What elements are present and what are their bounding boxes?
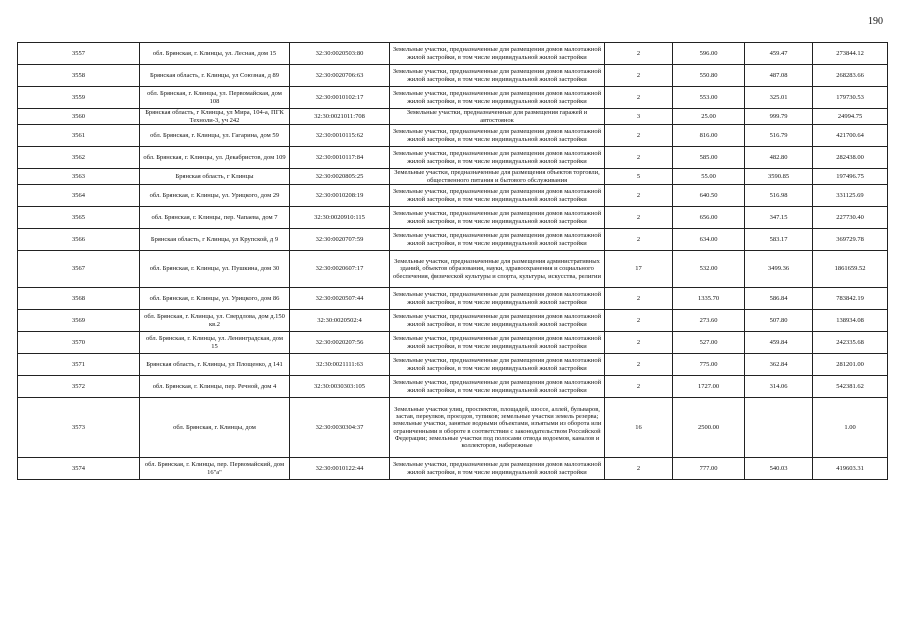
cadastral-value-cell: 179730.53 — [813, 87, 888, 109]
land-use-cell: Земельные участки, предназначенные для размещения домов малоэтажной жилой застройки, в том числе индивидуальной жилой застройки — [390, 207, 605, 229]
group-cell: 2 — [605, 376, 673, 398]
cadastral-value-cell: 1861659.52 — [813, 251, 888, 288]
address-cell: обл. Брянская, г. Клинцы, ул. Первомайская, дом 108 — [140, 87, 290, 109]
area-cell: 1727.00 — [673, 376, 745, 398]
land-use-cell: Земельные участки, предназначенные для размещения домов малоэтажной жилой застройки, в том числе индивидуальной жилой застройки — [390, 87, 605, 109]
cadastral-value-cell: 138934.08 — [813, 310, 888, 332]
specific-value-cell: 999.79 — [745, 109, 813, 125]
row-number: 3564 — [18, 185, 140, 207]
group-cell: 2 — [605, 65, 673, 87]
cadastral-value-cell: 369729.78 — [813, 229, 888, 251]
specific-value-cell: 459.47 — [745, 43, 813, 65]
specific-value-cell: 325.01 — [745, 87, 813, 109]
row-number: 3573 — [18, 398, 140, 458]
address-cell: обл. Брянская, г. Клинцы, пер. Речной, дом 4 — [140, 376, 290, 398]
row-number: 3568 — [18, 288, 140, 310]
group-cell: 2 — [605, 310, 673, 332]
land-use-cell: Земельные участки, предназначенные для размещения домов малоэтажной жилой застройки, в том числе индивидуальной жилой застройки — [390, 354, 605, 376]
specific-value-cell: 3590.85 — [745, 169, 813, 185]
cadastral-number-cell: 32:30:0010208:19 — [290, 185, 390, 207]
specific-value-cell: 314.06 — [745, 376, 813, 398]
address-cell: обл. Брянская, г. Клинцы, пер. Чапаева, дом 7 — [140, 207, 290, 229]
cadastral-number-cell: 32:30:0020207:56 — [290, 332, 390, 354]
land-use-cell: Земельные участки улиц, проспектов, площадей, шоссе, аллей, бульваров, застав, переулков, проездов, тупиков; земельные участки земель резерва; земельные участки, занятые водными объектами, изъятыми из оборота или ограниченными в обороте в соответствии с законодательством Российской Федерации; земельные участки под полосами отвода водоемов, каналов и коллекторов, набережные — [390, 398, 605, 458]
table-row — [18, 185, 888, 207]
cadastral-number-cell: 32:30:0010102:17 — [290, 87, 390, 109]
row-number: 3561 — [18, 125, 140, 147]
address-cell: обл. Брянская, г. Клинцы, ул. Свердлова, дом д.150 кв.2 — [140, 310, 290, 332]
table-row — [18, 147, 888, 169]
group-cell: 2 — [605, 354, 673, 376]
group-cell: 2 — [605, 288, 673, 310]
land-use-cell: Земельные участки, предназначенные для размещения домов малоэтажной жилой застройки, в том числе индивидуальной жилой застройки — [390, 376, 605, 398]
cadastral-number-cell: 32:30:0030304:37 — [290, 398, 390, 458]
specific-value-cell: 459.84 — [745, 332, 813, 354]
land-use-cell: Земельные участки, предназначенные для размещения домов малоэтажной жилой застройки, в том числе индивидуальной жилой застройки — [390, 310, 605, 332]
address-cell: обл. Брянская, г. Клинцы, ул. Ленинградская, дом 15 — [140, 332, 290, 354]
land-use-cell: Земельные участки, предназначенные для размещения домов малоэтажной жилой застройки, в том числе индивидуальной жилой застройки — [390, 65, 605, 87]
area-cell: 596.00 — [673, 43, 745, 65]
cadastral-value-cell: 421700.64 — [813, 125, 888, 147]
specific-value-cell — [745, 398, 813, 458]
land-use-cell: Земельные участки, предназначенные для размещения административных зданий, объектов образования, науки, здравоохранения и социального обеспечения, физической культуры и спорта, культуры, искусства, религии — [390, 251, 605, 288]
area-cell: 55.00 — [673, 169, 745, 185]
area-cell: 273.60 — [673, 310, 745, 332]
cadastral-value-cell: 542381.62 — [813, 376, 888, 398]
group-cell: 2 — [605, 332, 673, 354]
address-cell: Брянская область, г Клинцы, ул Крупской, д 9 — [140, 229, 290, 251]
land-use-cell: Земельные участки, предназначенные для размещения домов малоэтажной жилой застройки, в том числе индивидуальной жилой застройки — [390, 288, 605, 310]
address-cell: Брянская область, г Клинцы — [140, 169, 290, 185]
cadastral-value-table — [17, 42, 888, 480]
cadastral-value-cell: 242335.68 — [813, 332, 888, 354]
specific-value-cell: 583.17 — [745, 229, 813, 251]
specific-value-cell: 540.03 — [745, 458, 813, 480]
land-use-cell: Земельные участки, предназначенные для размещения домов малоэтажной жилой застройки, в том числе индивидуальной жилой застройки — [390, 147, 605, 169]
land-use-cell: Земельные участки, предназначенные для размещения домов малоэтажной жилой застройки, в том числе индивидуальной жилой застройки — [390, 185, 605, 207]
address-cell: обл. Брянская, г. Клинцы, ул. Урицкого, дом 29 — [140, 185, 290, 207]
group-cell: 2 — [605, 207, 673, 229]
cadastral-number-cell: 32:30:0010122:44 — [290, 458, 390, 480]
page-number: 190 — [868, 16, 883, 27]
specific-value-cell: 3499.36 — [745, 251, 813, 288]
table-row — [18, 288, 888, 310]
area-cell: 775.00 — [673, 354, 745, 376]
table-row — [18, 169, 888, 185]
specific-value-cell: 516.98 — [745, 185, 813, 207]
cadastral-number-cell: 32:30:0010115:62 — [290, 125, 390, 147]
cadastral-value-cell: 783842.19 — [813, 288, 888, 310]
specific-value-cell: 362.84 — [745, 354, 813, 376]
area-cell: 656.00 — [673, 207, 745, 229]
table-row — [18, 376, 888, 398]
area-cell: 1335.70 — [673, 288, 745, 310]
table-row — [18, 354, 888, 376]
address-cell: Брянская область, г. Клинцы, ул Союзная, д 89 — [140, 65, 290, 87]
row-number: 3559 — [18, 87, 140, 109]
specific-value-cell: 347.15 — [745, 207, 813, 229]
address-cell: обл. Брянская, г. Клинцы, ул. Урицкого, дом 86 — [140, 288, 290, 310]
area-cell: 550.80 — [673, 65, 745, 87]
specific-value-cell: 586.84 — [745, 288, 813, 310]
row-number: 3566 — [18, 229, 140, 251]
cadastral-number-cell: 32:30:0020805:25 — [290, 169, 390, 185]
area-cell: 553.00 — [673, 87, 745, 109]
address-cell: обл. Брянская, г. Клинцы, ул. Гагарина, дом 59 — [140, 125, 290, 147]
address-cell: обл. Брянская, г. Клинцы, пер. Первомайский, дом 16"а" — [140, 458, 290, 480]
table-row — [18, 65, 888, 87]
group-cell: 2 — [605, 185, 673, 207]
table-body — [18, 43, 888, 480]
cadastral-number-cell: 32:30:0020503:80 — [290, 43, 390, 65]
area-cell: 527.00 — [673, 332, 745, 354]
specific-value-cell: 507.80 — [745, 310, 813, 332]
row-number: 3557 — [18, 43, 140, 65]
cadastral-value-cell: 24994.75 — [813, 109, 888, 125]
cadastral-number-cell: 32:30:0020607:17 — [290, 251, 390, 288]
table-row — [18, 251, 888, 288]
group-cell: 16 — [605, 398, 673, 458]
area-cell: 634.00 — [673, 229, 745, 251]
cadastral-number-cell: 32:30:0020502:4 — [290, 310, 390, 332]
row-number: 3570 — [18, 332, 140, 354]
table-row — [18, 332, 888, 354]
cadastral-value-cell: 268283.66 — [813, 65, 888, 87]
specific-value-cell: 516.79 — [745, 125, 813, 147]
cadastral-value-cell: 419603.31 — [813, 458, 888, 480]
address-cell: обл. Брянская, г. Клинцы, дом — [140, 398, 290, 458]
cadastral-value-cell: 273844.12 — [813, 43, 888, 65]
table-row — [18, 458, 888, 480]
row-number: 3571 — [18, 354, 140, 376]
cadastral-number-cell: 32:30:0021111:63 — [290, 354, 390, 376]
cadastral-value-cell: 281201.00 — [813, 354, 888, 376]
cadastral-number-cell: 32:30:0030303:105 — [290, 376, 390, 398]
land-use-cell: Земельные участки, предназначенные для размещения домов малоэтажной жилой застройки, в том числе индивидуальной жилой застройки — [390, 125, 605, 147]
table-row — [18, 43, 888, 65]
area-cell: 777.00 — [673, 458, 745, 480]
area-cell: 532.00 — [673, 251, 745, 288]
row-number: 3558 — [18, 65, 140, 87]
cadastral-number-cell: 32:30:0020707:59 — [290, 229, 390, 251]
group-cell: 2 — [605, 458, 673, 480]
row-number: 3560 — [18, 109, 140, 125]
group-cell: 5 — [605, 169, 673, 185]
address-cell: обл. Брянская, г. Клинцы, ул. Пушкина, дом 30 — [140, 251, 290, 288]
table-row — [18, 207, 888, 229]
address-cell: обл. Брянская, г. Клинцы, ул. Декабристов, дом 109 — [140, 147, 290, 169]
land-use-cell: Земельные участки, предназначенные для размещения гаражей и автостоянок — [390, 109, 605, 125]
group-cell: 2 — [605, 87, 673, 109]
area-cell: 25.00 — [673, 109, 745, 125]
cadastral-number-cell: 32:30:0020706:63 — [290, 65, 390, 87]
group-cell: 2 — [605, 43, 673, 65]
cadastral-number-cell: 32:30:0020910:115 — [290, 207, 390, 229]
cadastral-value-cell: 282438.00 — [813, 147, 888, 169]
table-row — [18, 229, 888, 251]
row-number: 3563 — [18, 169, 140, 185]
row-number: 3574 — [18, 458, 140, 480]
table-row — [18, 310, 888, 332]
cadastral-number-cell: 32:30:0010117:84 — [290, 147, 390, 169]
row-number: 3562 — [18, 147, 140, 169]
address-cell: Брянская область, г Клинцы, ул Мира, 104-а, ПГК Техноли-3, уч 242 — [140, 109, 290, 125]
address-cell: Брянская область, г. Клинцы, ул Площенко, д 141 — [140, 354, 290, 376]
cadastral-value-cell: 227730.40 — [813, 207, 888, 229]
land-use-cell: Земельные участки, предназначенные для размещения домов малоэтажной жилой застройки, в том числе индивидуальной жилой застройки — [390, 43, 605, 65]
area-cell: 585.00 — [673, 147, 745, 169]
cadastral-value-cell: 197496.75 — [813, 169, 888, 185]
area-cell: 2500.00 — [673, 398, 745, 458]
area-cell: 816.00 — [673, 125, 745, 147]
land-use-cell: Земельные участки, предназначенные для размещения домов малоэтажной жилой застройки, в том числе индивидуальной жилой застройки — [390, 332, 605, 354]
group-cell: 3 — [605, 109, 673, 125]
specific-value-cell: 487.08 — [745, 65, 813, 87]
table-row — [18, 109, 888, 125]
group-cell: 2 — [605, 125, 673, 147]
table-row — [18, 398, 888, 458]
table-row — [18, 87, 888, 109]
cadastral-number-cell: 32:30:0021011:708 — [290, 109, 390, 125]
table-row — [18, 125, 888, 147]
group-cell: 2 — [605, 147, 673, 169]
row-number: 3567 — [18, 251, 140, 288]
cadastral-value-cell: 1.00 — [813, 398, 888, 458]
row-number: 3565 — [18, 207, 140, 229]
land-use-cell: Земельные участки, предназначенные для размещения домов малоэтажной жилой застройки, в том числе индивидуальной жилой застройки — [390, 458, 605, 480]
row-number: 3572 — [18, 376, 140, 398]
land-use-cell: Земельные участки, предназначенные для размещения домов малоэтажной жилой застройки, в том числе индивидуальной жилой застройки — [390, 229, 605, 251]
cadastral-number-cell: 32:30:0020507:44 — [290, 288, 390, 310]
group-cell: 2 — [605, 229, 673, 251]
land-use-cell: Земельные участки, предназначенные для размещения объектов торговли, общественного питания и бытового обслуживания — [390, 169, 605, 185]
group-cell: 17 — [605, 251, 673, 288]
row-number: 3569 — [18, 310, 140, 332]
specific-value-cell: 482.80 — [745, 147, 813, 169]
cadastral-value-cell: 331125.69 — [813, 185, 888, 207]
address-cell: обл. Брянская, г. Клинцы, ул. Лесная, дом 15 — [140, 43, 290, 65]
area-cell: 640.50 — [673, 185, 745, 207]
